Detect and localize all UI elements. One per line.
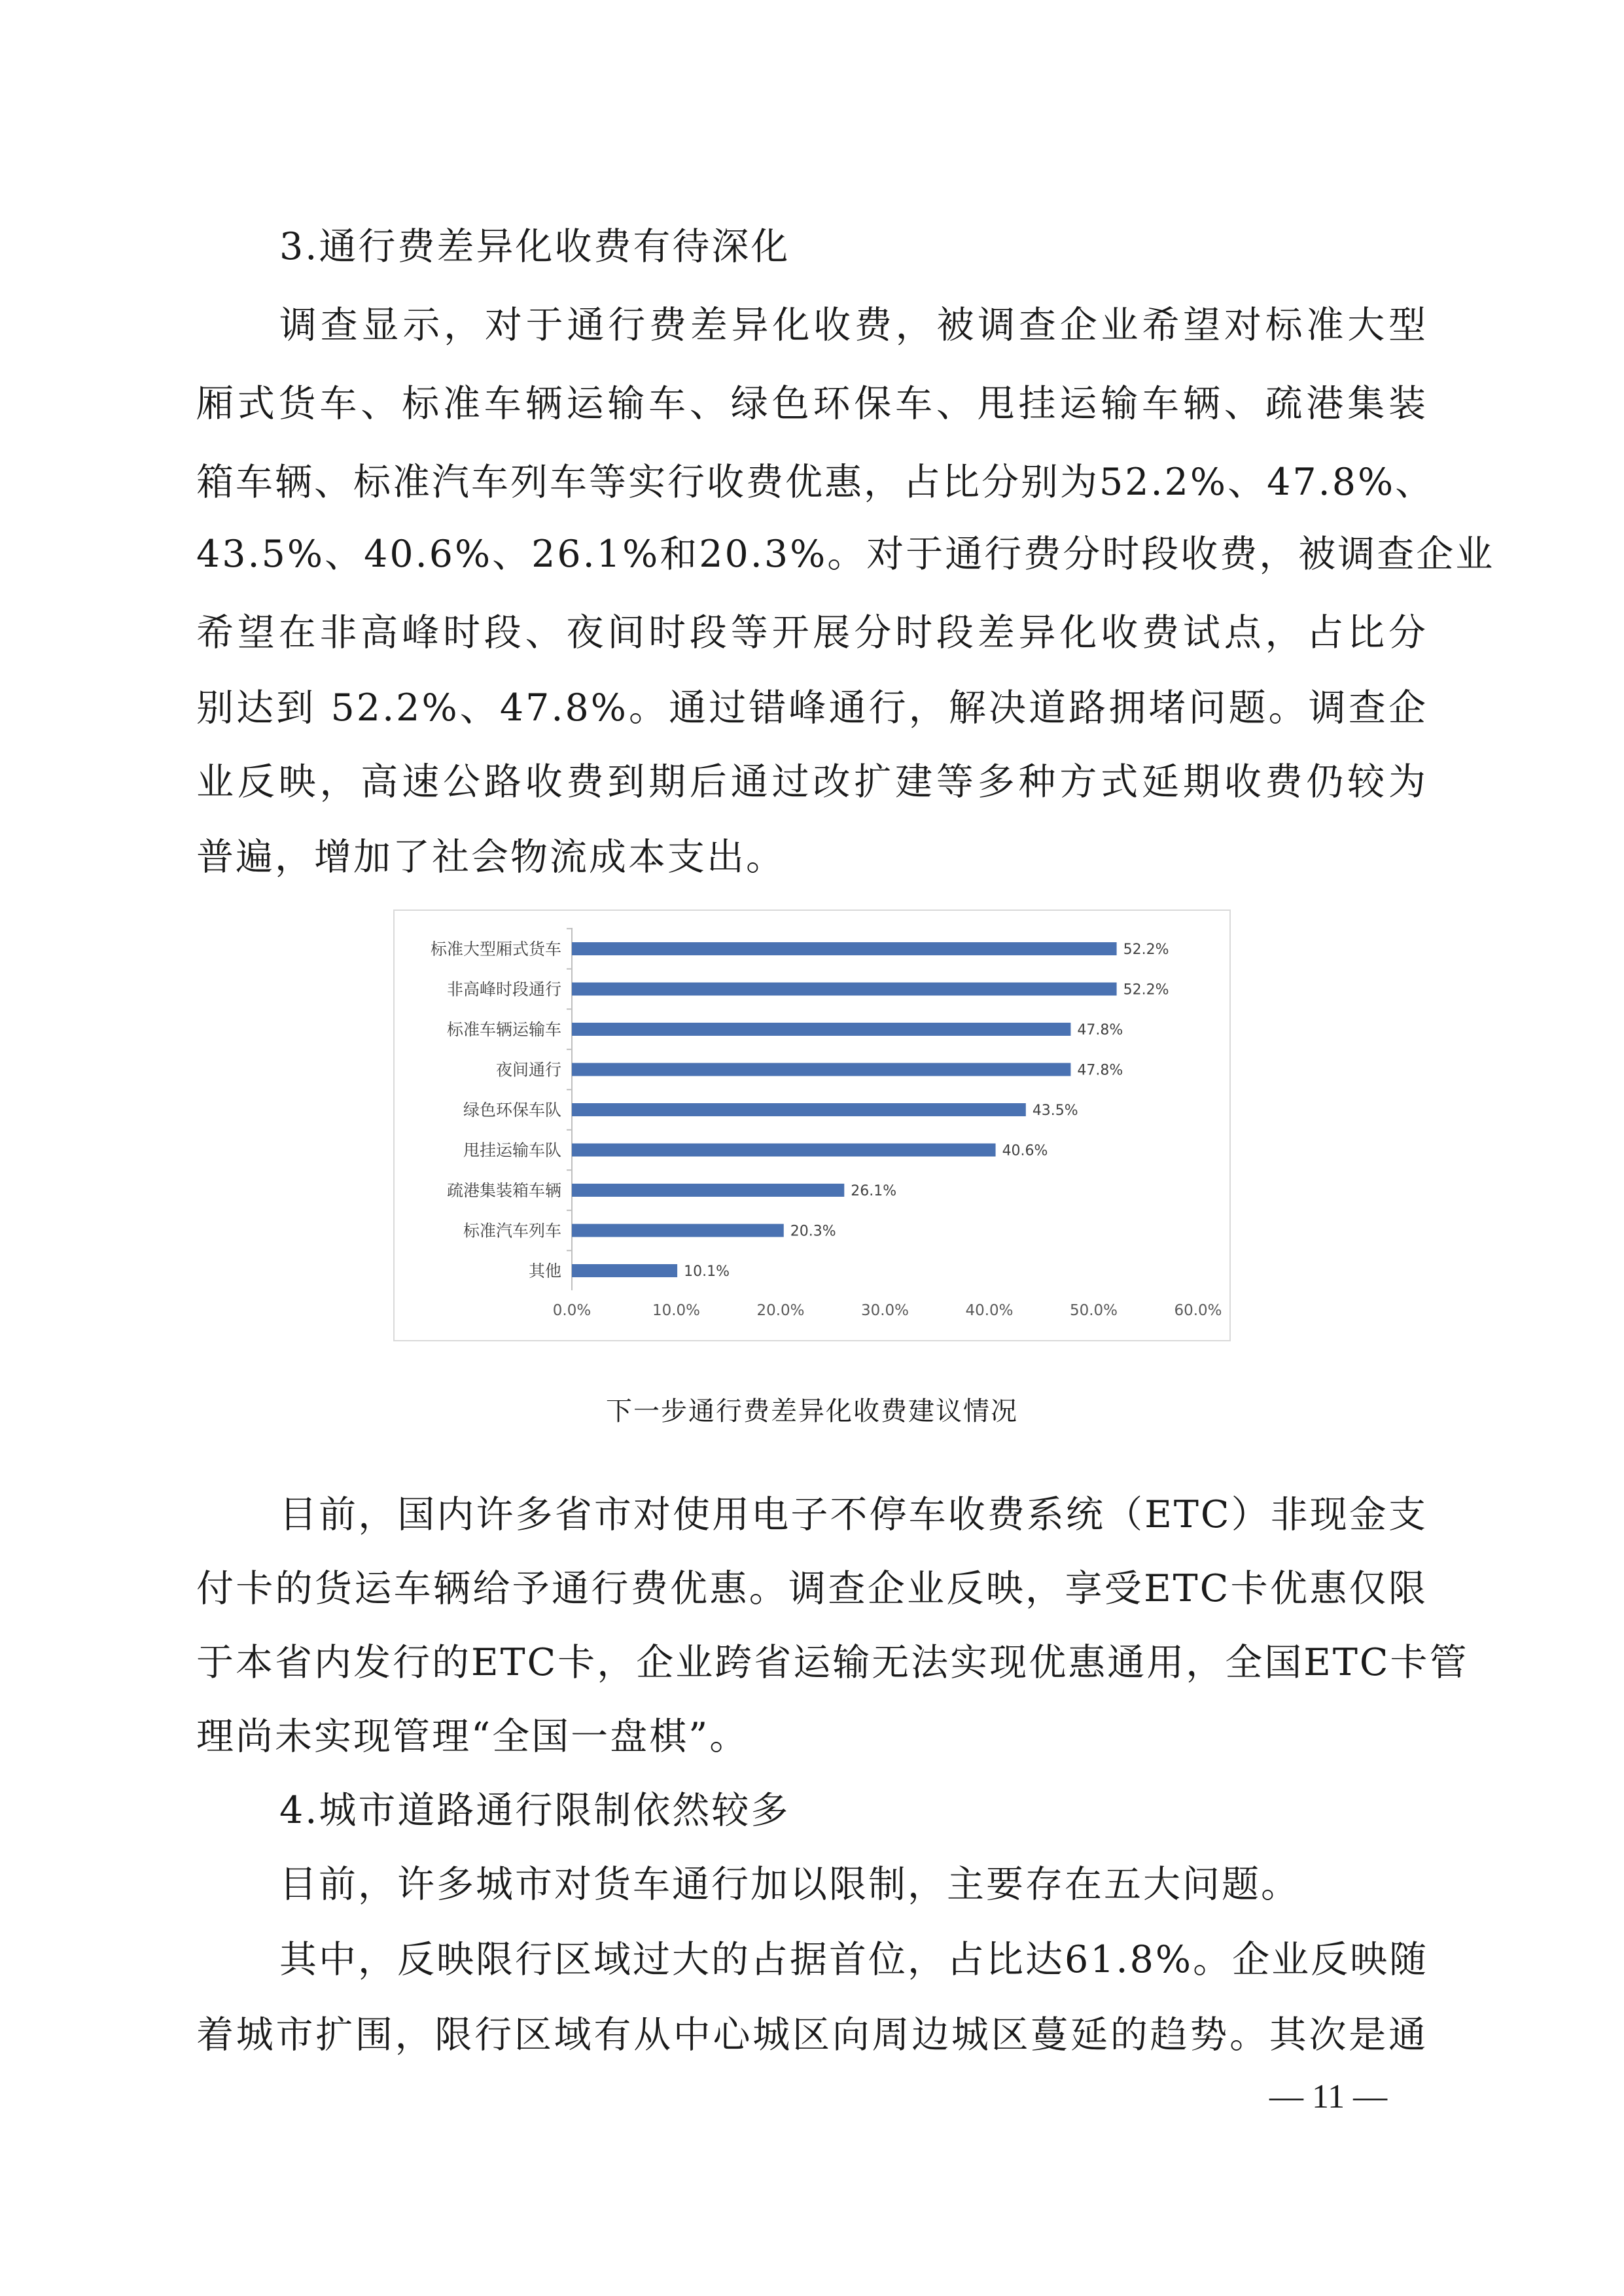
x-tick-label: 50.0% <box>1069 1302 1118 1319</box>
section-4-line-2: 其中，反映限行区域过大的占据首位，占比达61.8%。企业反映随 <box>279 1938 1429 1981</box>
x-tick-label: 60.0% <box>1174 1302 1222 1319</box>
bar-chart <box>393 910 1231 1341</box>
bar <box>572 1264 677 1277</box>
chart-svg <box>395 911 1229 1340</box>
paragraph-2-line-4: 理尚未实现管理“全国一盘棋”。 <box>196 1715 749 1758</box>
bar <box>572 983 1117 996</box>
x-tick-label: 20.0% <box>756 1302 805 1319</box>
section-3-line-3: 箱车辆、标准汽车列车等实行收费优惠，占比分别为52.2%、47.8%、 <box>196 461 1435 504</box>
x-tick-label: 40.0% <box>965 1302 1014 1319</box>
paragraph-2-line-1: 目前，国内许多省市对使用电子不停车收费系统（ETC）非现金支 <box>279 1493 1428 1536</box>
category-label: 非高峰时段通行 <box>446 980 561 999</box>
bar <box>572 942 1117 955</box>
section-4-line-3: 着城市扩围，限行区域有从中心城区向周边城区蔓延的趋势。其次是通 <box>196 2013 1428 2057</box>
x-tick-label: 30.0% <box>860 1302 909 1319</box>
data-label: 10.1% <box>684 1263 730 1280</box>
data-label: 26.1% <box>851 1183 897 1199</box>
bar <box>572 1023 1070 1036</box>
x-tick-label: 0.0% <box>552 1302 591 1319</box>
bar <box>572 1063 1070 1076</box>
data-label: 47.8% <box>1077 1062 1123 1079</box>
bar <box>572 1103 1026 1116</box>
section-3-line-8: 普遍，增加了社会物流成本支出。 <box>196 836 785 879</box>
bar <box>572 1144 996 1157</box>
page-number: — 11 — <box>1269 2078 1388 2115</box>
category-label: 疏港集装箱车辆 <box>446 1181 561 1200</box>
paragraph-2-line-3: 于本省内发行的ETC卡，企业跨省运输无法实现优惠通用，全国ETC卡管 <box>196 1641 1469 1684</box>
section-4-heading: 4.城市道路通行限制依然较多 <box>279 1789 790 1832</box>
data-label: 52.2% <box>1123 942 1169 958</box>
bar <box>572 1224 784 1237</box>
bar <box>572 1184 844 1197</box>
paragraph-2-line-2: 付卡的货运车辆给予通行费优惠。调查企业反映，享受ETC卡优惠仅限 <box>196 1567 1428 1610</box>
section-3-line-4: 43.5%、40.6%、26.1%和20.3%。对于通行费分时段收费，被调查企业 <box>196 533 1495 576</box>
category-label: 标准大型厢式货车 <box>430 940 561 959</box>
data-label: 47.8% <box>1077 1022 1123 1038</box>
category-label: 绿色环保车队 <box>463 1101 561 1120</box>
section-3-line-2: 厢式货车、标准车辆运输车、绿色环保车、甩挂运输车辆、疏港集装 <box>196 382 1428 425</box>
section-4-line-1: 目前，许多城市对货车通行加以限制，主要存在五大问题。 <box>279 1863 1300 1906</box>
data-label: 40.6% <box>1002 1142 1048 1159</box>
section-3-line-5: 希望在非高峰时段、夜间时段等开展分时段差异化收费试点，占比分 <box>196 611 1428 654</box>
chart-caption: 下一步通行费差异化收费建议情况 <box>606 1396 1018 1426</box>
category-label: 其他 <box>528 1262 561 1280</box>
section-3-line-1: 调查显示，对于通行费差异化收费，被调查企业希望对标准大型 <box>279 304 1428 347</box>
data-label: 20.3% <box>790 1223 836 1240</box>
section-3-line-7: 业反映，高速公路收费到期后通过改扩建等多种方式延期收费仍较为 <box>196 760 1428 804</box>
category-label: 标准汽车列车 <box>463 1221 561 1241</box>
section-3-heading: 3.通行费差异化收费有待深化 <box>279 225 790 268</box>
x-tick-label: 10.0% <box>652 1302 701 1319</box>
data-label: 43.5% <box>1032 1103 1078 1119</box>
category-label: 标准车辆运输车 <box>446 1020 561 1039</box>
section-3-line-6: 别达到 52.2%、47.8%。通过错峰通行，解决道路拥堵问题。调查企 <box>196 686 1428 730</box>
data-label: 52.2% <box>1123 981 1169 998</box>
category-label: 夜间通行 <box>495 1060 561 1080</box>
category-label: 甩挂运输车队 <box>463 1140 561 1160</box>
